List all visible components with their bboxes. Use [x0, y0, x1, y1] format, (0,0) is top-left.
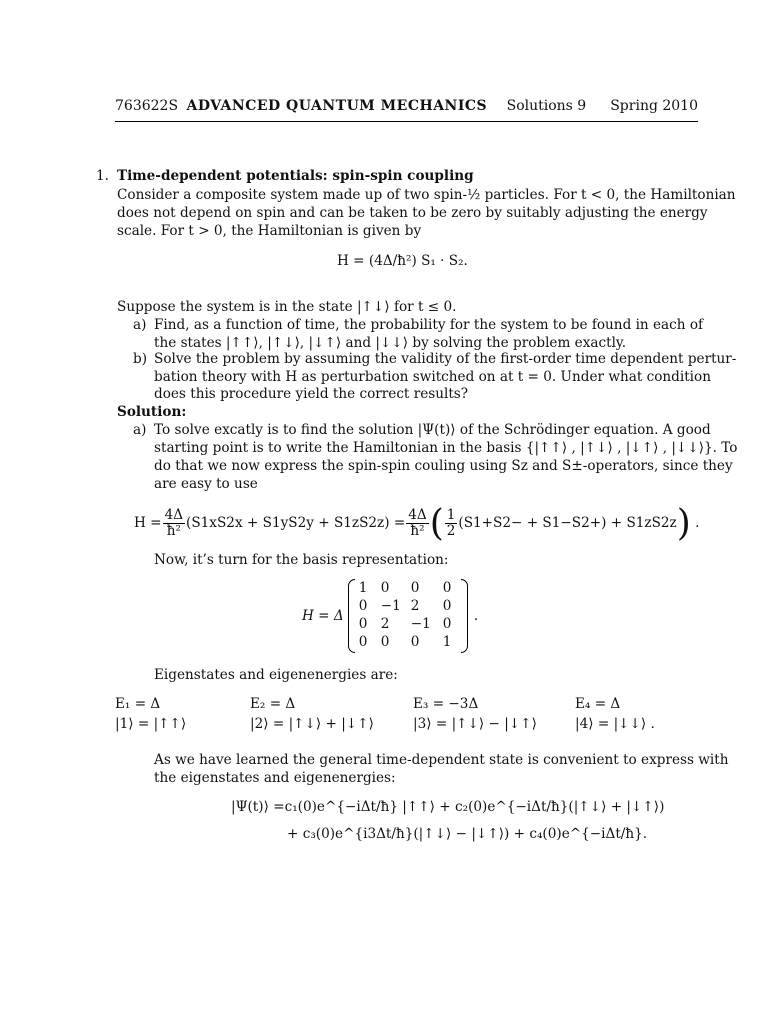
hamiltonian-equation: H = (4Δ/ħ²) S₁ · S₂.	[337, 253, 468, 269]
left-paren: (	[429, 502, 444, 544]
matrix-right-bracket	[461, 579, 468, 653]
state-2: |2⟩ = |↑↓⟩ + |↓↑⟩	[250, 716, 374, 732]
fraction-half: $\frac{1}{2}$	[446, 506, 456, 539]
expanded-mid: (S1xS2x + S1yS2y + S1zS2z) =	[186, 515, 406, 531]
matrix-cell: 0	[442, 616, 452, 632]
fraction-4delta: $\frac{4\Delta}{\text{ħ²}}$	[164, 506, 184, 539]
matrix-cell: 0	[358, 616, 368, 632]
energy-2: E₂ = Δ	[250, 696, 296, 712]
right-paren: )	[676, 502, 691, 544]
solutions-label: Solutions 9	[506, 98, 587, 114]
matrix-cell: 1	[442, 634, 452, 650]
general-line-2: the eigenstates and eigenenergies:	[154, 770, 396, 786]
fraction-4delta-2: $\frac{4\Delta}{\text{ħ²}}$	[408, 506, 427, 539]
psi-equation-line-2: + c₃(0)e^{i3Δt/ħ}(|↑↓⟩ − |↓↑⟩) + c₄(0)e^{−iΔt/ħ}.	[287, 826, 648, 842]
matrix-cell: −1	[410, 616, 431, 632]
energy-4: E₄ = Δ	[575, 696, 621, 712]
matrix-cell: 0	[410, 634, 420, 650]
state-3: |3⟩ = |↑↓⟩ − |↓↑⟩	[413, 716, 537, 732]
part-b-line-1: Solve the problem by assuming the validity of the first-order time dependent pertur-	[154, 351, 737, 367]
hamiltonian-matrix	[302, 580, 478, 652]
part-a-label: a)	[133, 317, 147, 333]
matrix-cell: 0	[380, 580, 390, 596]
matrix-cell: 0	[380, 634, 390, 650]
psi-equation-line-1: |Ψ(t)⟩ =c₁(0)e^{−iΔt/ħ} |↑↑⟩ + c₂(0)e^{−iΔt/ħ}(|↑↓⟩ + |↓↑⟩)	[231, 799, 665, 815]
header-divider	[115, 121, 698, 122]
matrix-cell: 0	[358, 598, 368, 614]
general-line-1: As we have learned the general time-dependent state is convenient to express with	[154, 752, 729, 768]
expanded-hamiltonian	[134, 503, 699, 543]
matrix-cell: 0	[358, 634, 368, 650]
solution-a-line-4: are easy to use	[154, 476, 258, 492]
basis-line: Now, it’s turn for the basis representation:	[154, 552, 449, 568]
expanded-period: .	[690, 515, 700, 531]
matrix-cell: 2	[380, 616, 390, 632]
part-b-line-2: bation theory with H as perturbation switched on at t = 0. Under what condition	[154, 369, 711, 385]
matrix-cell: 1	[358, 580, 368, 596]
problem-intro-3: scale. For t > 0, the Hamiltonian is given by	[117, 223, 422, 239]
state-4: |4⟩ = |↓↓⟩ .	[575, 716, 655, 732]
expanded-lhs: H =	[134, 515, 162, 531]
matrix-cell: 0	[442, 598, 452, 614]
term-label: Spring 2010	[610, 98, 698, 114]
matrix-cell: 2	[410, 598, 420, 614]
problem-number: 1.	[96, 168, 109, 184]
page-header	[115, 98, 698, 120]
matrix-cell: 0	[410, 580, 420, 596]
matrix-cell: −1	[380, 598, 401, 614]
course-title	[115, 98, 507, 114]
solution-a-line-2: starting point is to write the Hamiltonian in the basis {|↑↑⟩ , |↑↓⟩ , |↓↑⟩ , |↓↓⟩}. To	[154, 440, 738, 456]
course-code: 763622S	[115, 98, 179, 114]
energy-1: E₁ = Δ	[115, 696, 161, 712]
energy-3: E₃ = −3Δ	[413, 696, 479, 712]
solution-a-line-3: do that we now express the spin-spin couling using Sz and S±-operators, since they	[154, 458, 733, 474]
problem-title: Time-dependent potentials: spin-spin coupling	[117, 168, 474, 184]
part-a-line-1: Find, as a function of time, the probability for the system to be found in each of	[154, 317, 704, 333]
matrix-cell: 0	[442, 580, 452, 596]
matrix-lhs: H = Δ	[302, 608, 344, 624]
solution-a-label: a)	[133, 422, 147, 438]
initial-state-line: Suppose the system is in the state |↑↓⟩ for t ≤ 0.	[117, 299, 457, 315]
matrix-grid	[355, 580, 461, 652]
eigen-line: Eigenstates and eigenenergies are:	[154, 667, 398, 683]
expanded-rhs: (S1+S2− + S1−S2+) + S1zS2z	[458, 515, 677, 531]
solution-heading: Solution:	[117, 404, 187, 420]
state-1: |1⟩ = |↑↑⟩	[115, 716, 187, 732]
part-b-label: b)	[133, 351, 148, 367]
problem-intro-1: Consider a composite system made up of two spin-½ particles. For t < 0, the Hamiltonian	[117, 187, 736, 203]
part-a-line-2: the states |↑↑⟩, |↑↓⟩, |↓↑⟩ and |↓↓⟩ by solving the problem exactly.	[154, 335, 627, 351]
problem-intro-2: does not depend on spin and can be taken to be zero by suitably adjusting the energy	[117, 205, 708, 221]
matrix-period: .	[473, 608, 479, 624]
matrix-left-bracket	[348, 579, 355, 653]
solution-a-line-1: To solve excatly is to find the solution |Ψ(t)⟩ of the Schrödinger equation. A good	[154, 422, 711, 438]
course-name: ADVANCED QUANTUM MECHANICS	[186, 98, 488, 114]
part-b-line-3: does this procedure yield the correct results?	[154, 386, 469, 402]
